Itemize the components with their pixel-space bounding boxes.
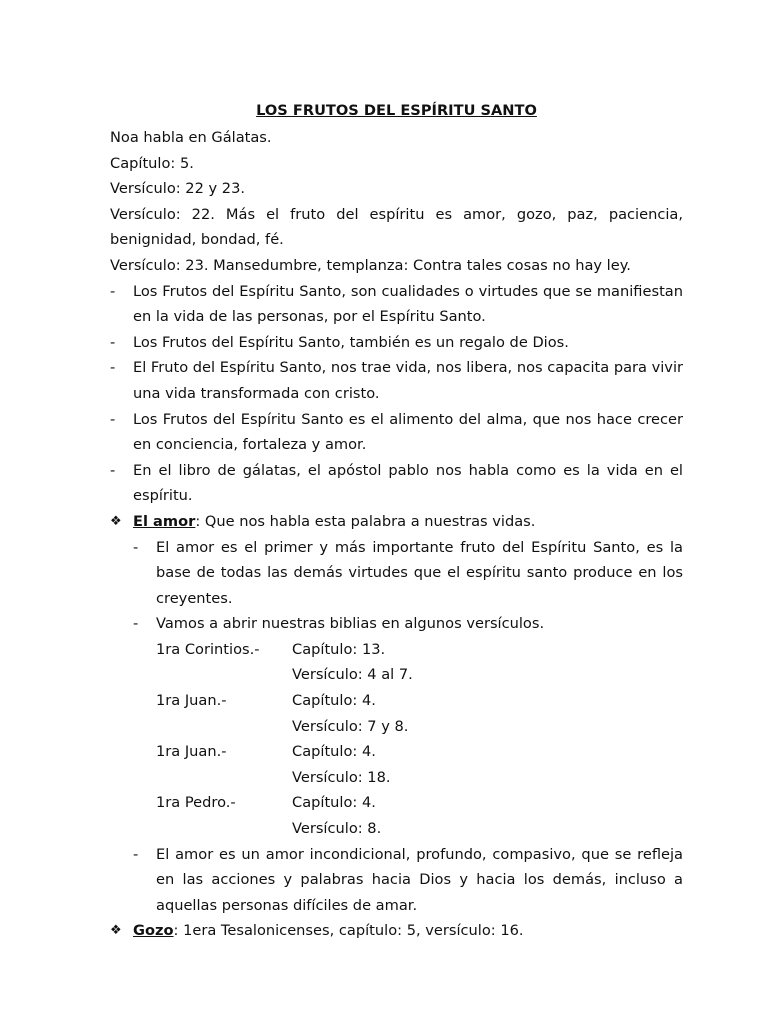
sub-point (133, 611, 683, 637)
section-term: Gozo (133, 922, 174, 940)
dash-marker: - (110, 282, 116, 300)
section-gozo (110, 918, 683, 944)
section-amor (110, 509, 683, 535)
reference-verse: Versículo: 18. (292, 768, 391, 786)
sub-point-text: El amor es un amor incondicional, profundo, compasivo, que se refleja en las acciones y palabras hacia Dios y hacia los demás, incluso a aquellas personas difíciles de amar. (156, 845, 683, 914)
bullet-point (110, 330, 683, 356)
bullet-text: Los Frutos del Espíritu Santo, son cualidades o virtudes que se manifiestan en la vida de las personas, por el Espíritu Santo. (133, 282, 683, 326)
bullet-text: Los Frutos del Espíritu Santo es el alimento del alma, que nos hace crecer en conciencia, fortaleza y amor. (133, 410, 683, 454)
reference-book: 1ra Juan.- (156, 692, 227, 710)
reference-chapter: Capítulo: 4. (292, 794, 376, 812)
intro-line: Versículo: 22 y 23. (110, 180, 245, 198)
sub-point (133, 842, 683, 919)
reference-verse: Versículo: 8. (292, 820, 382, 838)
reference-book: 1ra Pedro.- (156, 794, 236, 812)
dash-marker: - (133, 845, 139, 863)
sub-point-text: Vamos a abrir nuestras biblias en algunos versículos. (156, 615, 545, 633)
reference-row (156, 714, 683, 740)
reference-verse: Versículo: 4 al 7. (292, 666, 413, 684)
bullet-point (110, 355, 683, 406)
bullet-text: En el libro de gálatas, el apóstol pablo nos habla como es la vida en el espíritu. (133, 461, 683, 505)
bullet-point (110, 279, 683, 330)
sub-point-text: El amor es el primer y más importante fruto del Espíritu Santo, es la base de todas las demás virtudes que el espíritu santo produce en los creyentes. (156, 538, 683, 607)
section-term: El amor (133, 512, 196, 530)
section-description: : Que nos habla esta palabra a nuestras vidas. (195, 512, 536, 530)
bullet-point (110, 407, 683, 458)
reference-book: 1ra Corintios.- (156, 640, 260, 658)
bullet-point (110, 458, 683, 509)
dash-marker: - (133, 615, 139, 633)
section-description: : 1era Tesalonicenses, capítulo: 5, versículo: 16. (173, 922, 524, 940)
reference-chapter: Capítulo: 4. (292, 743, 376, 761)
bullet-text: Los Frutos del Espíritu Santo, también es un regalo de Dios. (133, 333, 569, 351)
reference-row (156, 662, 683, 688)
reference-chapter: Capítulo: 4. (292, 692, 376, 710)
diamond-bullet-icon: ❖ (110, 923, 122, 939)
reference-row (156, 739, 683, 765)
dash-marker: - (110, 461, 116, 479)
reference-row (156, 765, 683, 791)
dash-marker: - (110, 359, 116, 377)
document-title: LOS FRUTOS DEL ESPÍRITU SANTO (256, 102, 537, 119)
reference-row (156, 688, 683, 714)
intro-line: Capítulo: 5. (110, 154, 194, 172)
bullet-text: El Fruto del Espíritu Santo, nos trae vida, nos libera, nos capacita para vivir una vida transformada con cristo. (133, 359, 683, 402)
sub-point (133, 535, 683, 612)
dash-marker: - (133, 538, 139, 556)
reference-row (156, 816, 683, 842)
intro-line: Versículo: 22. Más el fruto del espíritu es amor, gozo, paz, paciencia, benignidad, bondad, fé. (110, 205, 683, 249)
dash-marker: - (110, 333, 116, 351)
reference-verse: Versículo: 7 y 8. (292, 717, 409, 735)
diamond-bullet-icon: ❖ (110, 513, 122, 529)
reference-row (156, 637, 683, 663)
intro-line: Noa habla en Gálatas. (110, 129, 272, 146)
intro-line: Versículo: 23. Mansedumbre, templanza: Contra tales cosas no hay ley. (110, 256, 631, 274)
verse-references (156, 637, 683, 842)
reference-book: 1ra Juan.- (156, 743, 227, 761)
reference-chapter: Capítulo: 13. (292, 640, 386, 658)
reference-row (156, 790, 683, 816)
dash-marker: - (110, 410, 116, 428)
